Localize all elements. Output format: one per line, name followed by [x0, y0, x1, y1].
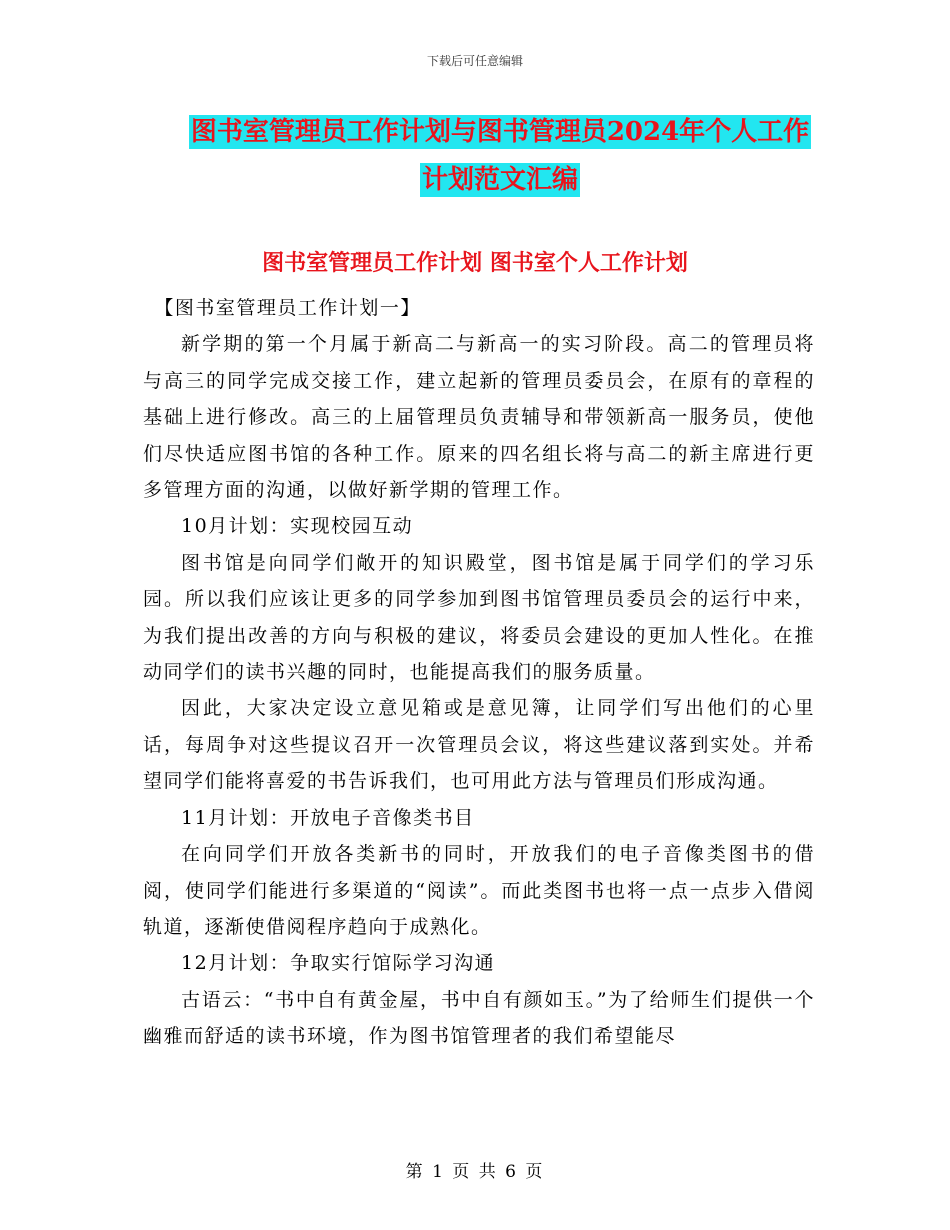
document-title [150, 108, 850, 204]
paragraph-suggestion-box: 因此，大家决定设立意见箱或是意见簿，让同学们写出他们的心里话，每周争对这些提议召开一次管理员会议，将这些建议落到实处。并希望同学们能将喜爱的书告诉我们，也可用此方法与管理员们形成沟通。 [143, 697, 815, 793]
paragraph-december: 古语云：“书中自有黄金屋，书中自有颜如玉。”为了给师生们提供一个幽雅而舒适的读书环境，作为图书馆管理者的我们希望能尽 [143, 988, 815, 1048]
document-title-line-2: 计划范文汇编 [421, 165, 578, 195]
page-number-footer: 第 1 页 共 6 页 [405, 1162, 545, 1182]
document-body [143, 290, 815, 1055]
paragraph-november: 在向同学们开放各类新书的同时，开放我们的电子音像类图书的借阅，使同学们能进行多渠道的“阅读”。而此类图书也将一点一点步入借阅轨道，逐渐使借阅程序趋向于成熟化。 [143, 843, 815, 938]
page-header-note: 下载后可任意编辑 [426, 54, 523, 68]
section-title: 图书室管理员工作计划 图书室个人工作计划 [262, 250, 688, 276]
document-title-line-1: 图书室管理员工作计划与图书管理员2024年个人工作 [190, 117, 810, 147]
paragraph-intro: 新学期的第一个月属于新高二与新高一的实习阶段。高二的管理员将与高三的同学完成交接工作，建立起新的管理员委员会，在原有的章程的基础上进行修改。高三的上届管理员负责辅导和带领新高一服务员，使他们尽快适应图书馆的各种工作。原来的四名组长将与高二的新主席进行更多管理方面的沟通，以做好新学期的管理工作。 [143, 333, 815, 502]
plan-october-heading: 10月计划：实现校园互动 [181, 515, 414, 538]
paragraph-october: 图书馆是向同学们敞开的知识殿堂，图书馆是属于同学们的学习乐园。所以我们应该让更多的同学参加到图书馆管理员委员会的运行中来，为我们提出改善的方向与积极的建议，将委员会建设的更加人性化。在推动同学们的读书兴趣的同时，也能提高我们的服务质量。 [143, 551, 815, 684]
plan-november-heading: 11月计划：开放电子音像类书目 [181, 806, 475, 829]
plan-december-heading: 12月计划：争取实行馆际学习沟通 [181, 952, 496, 975]
plan-heading-one: 【图书室管理员工作计划一】 [154, 297, 421, 319]
